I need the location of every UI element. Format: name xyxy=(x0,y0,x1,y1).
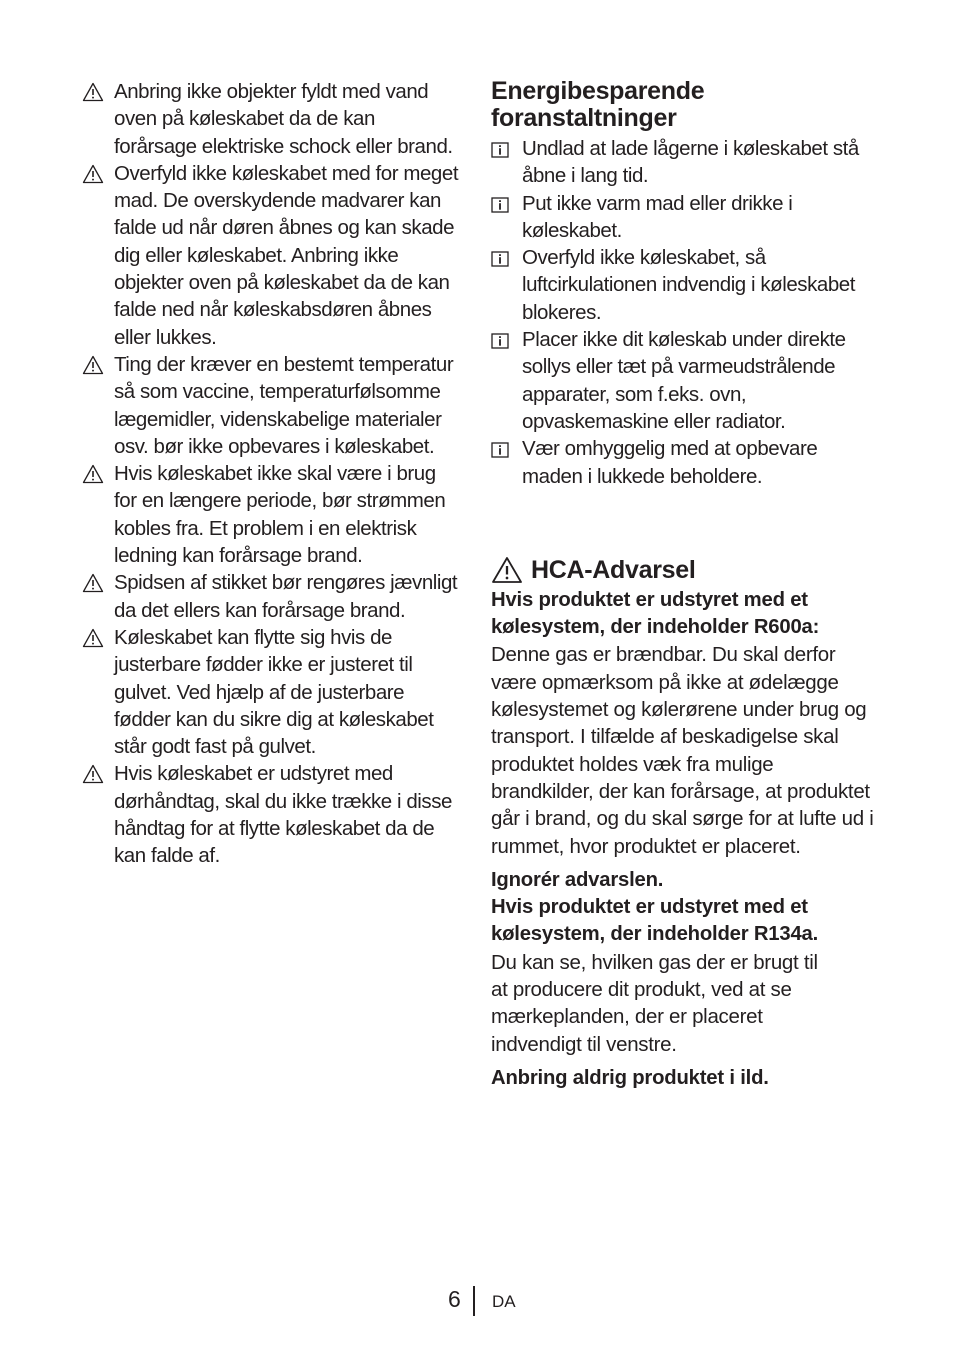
ignore-warning: Ignorér advarslen. xyxy=(491,868,664,891)
warning-text: Spidsen af stikket bør rengøres jævnligt da det ellers kan forårsage brand. xyxy=(114,571,458,622)
warning-text: Hvis køleskabet er udstyret med dørhåndtag, skal du ikke trække i disse håndtag for at flytte køleskabet da de kan falde af. xyxy=(114,762,452,868)
warning-item xyxy=(82,760,462,869)
warning-item xyxy=(82,624,462,760)
energy-heading-line2: foranstaltninger xyxy=(491,103,677,132)
energy-heading xyxy=(491,78,876,131)
energy-tip-text: Undlad at lade lågerne i køleskabet stå åbne i lang tid. xyxy=(522,137,859,188)
footer-divider xyxy=(473,1286,475,1316)
warning-item xyxy=(82,351,462,460)
energy-tip-item xyxy=(491,326,876,435)
warning-text: Overfyld ikke køleskabet med for meget mad. De overskydende madvarer kan falde ud når døren åbnes og kan skade dig eller køleskabet. Anbring ikke objekter oven på køleskabet da de kan falde ned når køleskabsdøren åbnes eller lukkes. xyxy=(114,161,459,349)
info-box-icon xyxy=(491,441,509,459)
language-code: DA xyxy=(492,1292,516,1311)
warning-text: Ting der kræver en bestemt temperatur så som vaccine, temperaturfølsomme lægemidler, videnskabelige materialer osv. bør ikke opbevares i køleskabet. xyxy=(114,352,454,458)
warning-text: Hvis køleskabet ikke skal være i brug for en længere periode, bør strømmen kobles fra. Et problem i en elektrisk ledning kan forårsage brand. xyxy=(114,462,446,568)
warning-triangle-icon xyxy=(82,164,104,184)
warning-triangle-icon xyxy=(82,764,104,784)
warning-item xyxy=(82,160,462,351)
warning-triangle-icon xyxy=(491,556,523,584)
r134a-text: Du kan se, hvilken gas der er brugt til at producere dit produkt, ved at se mærkeplanden, der er placeret indvendigt til venstre. xyxy=(491,950,818,1056)
warning-text: Anbring ikke objekter fyldt med vand oven på køleskabet da de kan forårsage elektriske schock eller brand. xyxy=(114,80,453,158)
hca-heading-row xyxy=(491,556,876,584)
warning-item xyxy=(82,78,462,160)
warning-triangle-icon xyxy=(82,82,104,102)
energy-tip-text: Overfyld ikke køleskabet, så luftcirkulationen indvendig i køleskabet blokeres. xyxy=(522,246,855,324)
info-box-icon xyxy=(491,196,509,214)
warning-triangle-icon xyxy=(82,355,104,375)
info-box-icon xyxy=(491,250,509,268)
page-footer xyxy=(0,1284,954,1318)
warning-text: Køleskabet kan flytte sig hvis de justerbare fødder ikke er justeret til gulvet. Ved hjælp af de justerbare fødder kan du sikre dig at køleskabet står godt fast på gulvet. xyxy=(114,625,434,759)
info-box-icon xyxy=(491,332,509,350)
page-number: 6 xyxy=(448,1286,461,1312)
energy-tip-text: Placer ikke dit køleskab under direkte sollys eller tæt på varmeudstrålende apparater, som f.eks. ovn, opvaskemaskine eller radiator. xyxy=(522,328,846,433)
r600a-text: Denne gas er brændbar. Du skal derfor være opmærksom på ikke at ødelægge kølesystemet og kølerørene under brug og transport. I tilfælde af beskadigelse skal produktet holdes væk fra mulige brandkilder, der kan forårsage, at produktet går i brand, og du skal sørge for at lufte ud i rummet, hvor produktet er placeret. xyxy=(491,643,874,858)
final-warning: Anbring aldrig produktet i ild. xyxy=(491,1066,769,1089)
warning-item xyxy=(82,460,462,569)
hca-heading: HCA-Advarsel xyxy=(531,555,696,584)
energy-tip-text: Vær omhyggelig med at opbevare maden i lukkede beholdere. xyxy=(522,437,818,488)
energy-tip-item xyxy=(491,135,876,190)
warning-triangle-icon xyxy=(82,573,104,593)
left-column xyxy=(82,78,462,870)
energy-tip-item xyxy=(491,435,876,490)
warning-triangle-icon xyxy=(82,464,104,484)
energy-heading-line1: Energibesparende xyxy=(491,77,705,105)
warning-triangle-icon xyxy=(82,628,104,648)
energy-tip-text: Put ikke varm mad eller drikke i køleskabet. xyxy=(522,191,793,242)
r134a-heading: Hvis produktet er udstyret med et kølesystem, der indeholder R134a. xyxy=(491,896,819,946)
energy-tip-item xyxy=(491,190,876,245)
info-box-icon xyxy=(491,141,509,159)
r600a-heading: Hvis produktet er udstyret med et kølesystem, der indeholder R600a: xyxy=(491,588,820,639)
right-column xyxy=(491,78,876,1092)
energy-tip-item xyxy=(491,244,876,326)
warning-item xyxy=(82,569,462,624)
